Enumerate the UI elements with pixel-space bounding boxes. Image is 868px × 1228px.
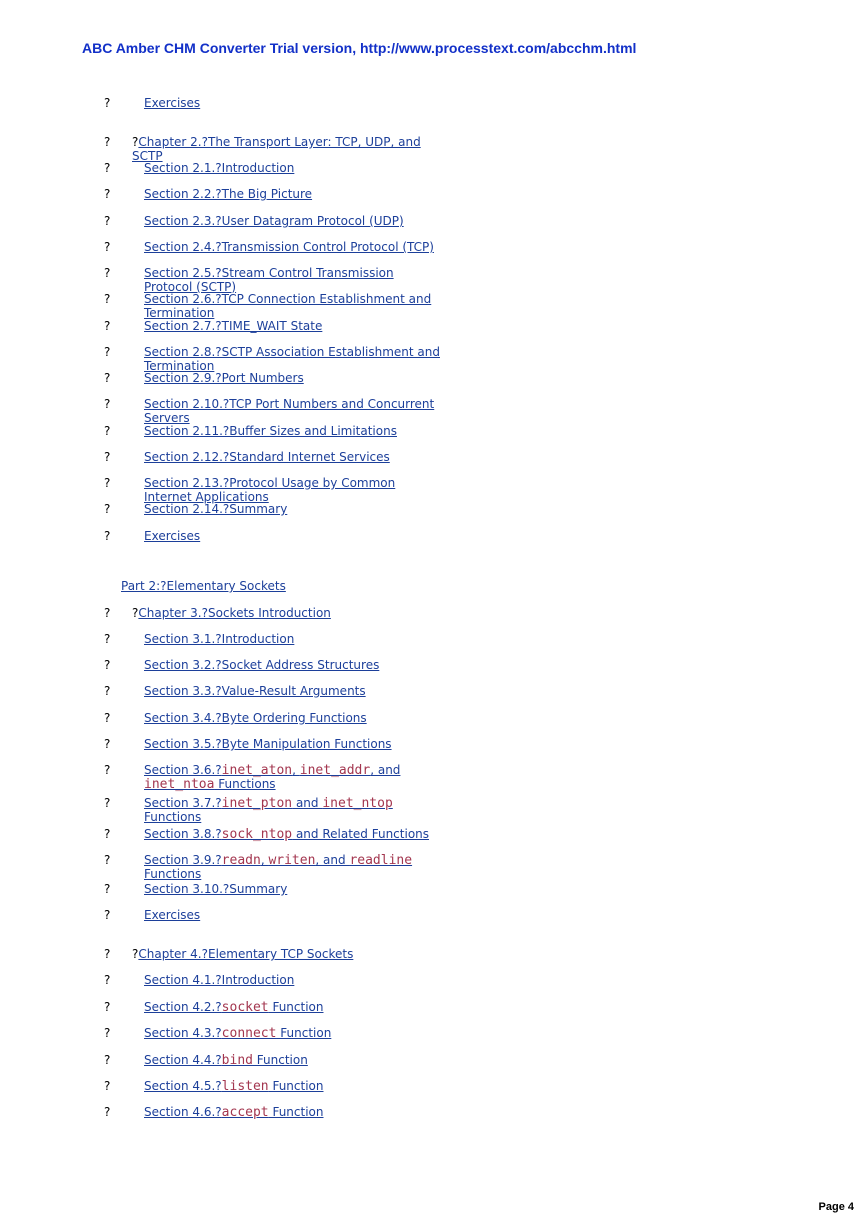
toc-link-text[interactable]: Chapter 3.?Sockets Introduction bbox=[138, 606, 331, 620]
toc-link-text[interactable]: Function bbox=[276, 1026, 332, 1040]
toc-link[interactable] bbox=[144, 267, 444, 294]
toc-link-text[interactable]: Section 2.8.?SCTP Association Establishment and Termination bbox=[144, 345, 440, 373]
toc-link-text[interactable]: Section 4.1.?Introduction bbox=[144, 973, 295, 987]
toc-link[interactable] bbox=[144, 97, 444, 111]
toc-link-text[interactable]: Section 3.2.?Socket Address Structures bbox=[144, 658, 380, 672]
bullet-marker: ? bbox=[104, 161, 111, 175]
bullet-marker: ? bbox=[104, 424, 111, 438]
toc-link[interactable] bbox=[144, 909, 444, 923]
toc-link-text[interactable]: Section 4.6.? bbox=[144, 1105, 222, 1119]
bullet-marker: ? bbox=[104, 319, 111, 333]
toc-link[interactable] bbox=[144, 477, 444, 504]
toc-link-text[interactable]: Exercises bbox=[144, 96, 201, 110]
bullet-marker: ? bbox=[104, 1053, 111, 1067]
toc-link-text[interactable]: Chapter 4.?Elementary TCP Sockets bbox=[138, 947, 354, 961]
toc-link[interactable] bbox=[144, 712, 444, 726]
function-name-code[interactable]: inet_ntoa bbox=[144, 776, 215, 792]
toc-link-text[interactable]: Function bbox=[268, 1079, 324, 1093]
bullet-marker: ? bbox=[104, 1079, 111, 1093]
bullet-marker: ? bbox=[104, 292, 111, 306]
toc-link[interactable] bbox=[144, 764, 444, 791]
toc-link[interactable] bbox=[144, 451, 444, 465]
bullet-marker: ? bbox=[104, 1105, 111, 1119]
function-name-code[interactable]: socket bbox=[221, 1000, 269, 1015]
toc-link-text[interactable]: , and bbox=[315, 853, 350, 867]
bullet-marker: ? bbox=[104, 214, 111, 228]
bullet-marker: ? bbox=[104, 345, 111, 359]
function-name-code[interactable]: inet_addr bbox=[299, 763, 371, 778]
function-name-code[interactable]: readline bbox=[349, 853, 413, 868]
toc-link-text[interactable]: Exercises bbox=[144, 908, 201, 922]
toc-link[interactable] bbox=[144, 854, 444, 881]
toc-link-text[interactable]: Section 4.4.? bbox=[144, 1053, 222, 1067]
function-name-code[interactable]: writen bbox=[268, 853, 316, 868]
toc-link-text[interactable]: Section 3.9.? bbox=[144, 853, 222, 867]
toc-link[interactable] bbox=[144, 1106, 444, 1120]
function-name-code[interactable]: inet_pton bbox=[221, 796, 293, 811]
bullet-marker: ? bbox=[104, 502, 111, 516]
bullet-marker: ? bbox=[104, 737, 111, 751]
bullet-marker: ? bbox=[104, 763, 111, 777]
toc-link-text[interactable]: Function bbox=[252, 1053, 308, 1067]
bullet-marker: ? bbox=[104, 827, 111, 841]
toc-link-text[interactable]: , bbox=[260, 853, 269, 867]
toc-link[interactable] bbox=[144, 685, 444, 699]
toc-link-text[interactable]: Section 2.14.?Summary bbox=[144, 502, 288, 516]
toc-link-text[interactable]: Exercises bbox=[144, 529, 201, 543]
toc-link[interactable] bbox=[144, 530, 444, 544]
toc-link[interactable] bbox=[144, 1080, 444, 1094]
function-name-code[interactable]: connect bbox=[221, 1026, 277, 1041]
toc-link-text[interactable]: Section 2.1.?Introduction bbox=[144, 161, 295, 175]
toc-link[interactable] bbox=[144, 974, 444, 988]
toc-link-text[interactable]: and Related Functions bbox=[292, 827, 430, 841]
toc-link-text[interactable]: Section 3.5.?Byte Manipulation Functions bbox=[144, 737, 392, 751]
bullet-marker: ? bbox=[104, 476, 111, 490]
prefix-glyph: ? bbox=[132, 606, 139, 620]
function-name-code[interactable]: inet_aton bbox=[221, 763, 293, 778]
toc-link[interactable] bbox=[144, 503, 444, 517]
toc-link[interactable] bbox=[144, 1001, 444, 1015]
toc-link-text[interactable]: Section 3.6.? bbox=[144, 763, 222, 777]
bullet-marker: ? bbox=[104, 882, 111, 896]
toc-link-text[interactable]: Section 2.10.?TCP Port Numbers and Concurrent Servers bbox=[144, 397, 435, 425]
toc-link[interactable] bbox=[144, 425, 444, 439]
toc-link-text[interactable]: Section 4.5.? bbox=[144, 1079, 222, 1093]
toc-link[interactable] bbox=[132, 607, 432, 621]
toc-link[interactable] bbox=[144, 1054, 444, 1068]
toc-link[interactable] bbox=[144, 188, 444, 202]
bullet-marker: ? bbox=[104, 684, 111, 698]
toc-link[interactable] bbox=[144, 293, 444, 320]
toc-link[interactable] bbox=[144, 398, 444, 425]
function-name-code[interactable]: accept bbox=[221, 1105, 269, 1120]
toc-link-text[interactable]: Section 2.7.?TIME_WAIT State bbox=[144, 319, 323, 333]
bullet-marker: ? bbox=[104, 96, 111, 110]
toc-link-text[interactable]: , bbox=[292, 763, 300, 777]
toc-link[interactable] bbox=[144, 633, 444, 647]
toc-link-text[interactable]: Functions bbox=[144, 866, 202, 881]
toc-link[interactable] bbox=[144, 320, 444, 334]
toc-link-text[interactable]: Section 2.3.?User Datagram Protocol (UDP) bbox=[144, 214, 404, 228]
toc-link-text[interactable]: Section 2.11.?Buffer Sizes and Limitations bbox=[144, 424, 397, 438]
toc-link-text[interactable]: Part 2:?Elementary Sockets bbox=[121, 579, 286, 593]
toc-link-text[interactable]: Function bbox=[268, 1000, 324, 1014]
bullet-marker: ? bbox=[104, 908, 111, 922]
toc-link-text[interactable]: Section 3.3.?Value-Result Arguments bbox=[144, 684, 366, 698]
bullet-marker: ? bbox=[104, 658, 111, 672]
toc-link[interactable] bbox=[144, 215, 444, 229]
function-name-code[interactable]: bind bbox=[221, 1053, 253, 1068]
toc-link-text[interactable]: Functions bbox=[214, 776, 276, 791]
function-name-code[interactable]: listen bbox=[221, 1079, 269, 1094]
toc-link-text[interactable]: Section 2.6.?TCP Connection Establishment and Termination bbox=[144, 292, 432, 320]
toc-link[interactable] bbox=[132, 136, 432, 163]
toc-link[interactable] bbox=[144, 828, 444, 842]
toc-link-text[interactable]: Section 3.4.?Byte Ordering Functions bbox=[144, 711, 367, 725]
toc-link-text[interactable]: Section 3.7.? bbox=[144, 796, 222, 810]
page-number: Page 4 bbox=[818, 1201, 854, 1213]
toc-link-text[interactable]: Section 2.4.?Transmission Control Protocol (TCP) bbox=[144, 240, 434, 254]
prefix-glyph: ? bbox=[132, 135, 139, 149]
toc-link-text[interactable]: Section 2.2.?The Big Picture bbox=[144, 187, 313, 201]
function-name-code[interactable]: sock_ntop bbox=[221, 827, 293, 842]
bullet-marker: ? bbox=[104, 853, 111, 867]
bullet-marker: ? bbox=[104, 450, 111, 464]
toc-link-text[interactable]: Functions bbox=[144, 809, 202, 824]
bullet-marker: ? bbox=[104, 1000, 111, 1014]
toc-link-text[interactable]: Section 2.13.?Protocol Usage by Common Internet Applications bbox=[144, 476, 396, 504]
bullet-marker: ? bbox=[104, 240, 111, 254]
toc-link[interactable] bbox=[144, 659, 444, 673]
toc-link[interactable] bbox=[144, 346, 444, 373]
bullet-marker: ? bbox=[104, 371, 111, 385]
bullet-marker: ? bbox=[104, 135, 111, 149]
toc-link-text[interactable]: Section 4.2.? bbox=[144, 1000, 222, 1014]
prefix-glyph: ? bbox=[132, 947, 139, 961]
toc-link[interactable] bbox=[144, 162, 444, 176]
toc-link[interactable] bbox=[121, 580, 421, 594]
bullet-marker: ? bbox=[104, 1026, 111, 1040]
bullet-marker: ? bbox=[104, 187, 111, 201]
toc-link-text[interactable]: and bbox=[292, 796, 323, 810]
bullet-marker: ? bbox=[104, 529, 111, 543]
bullet-marker: ? bbox=[104, 266, 111, 280]
bullet-marker: ? bbox=[104, 796, 111, 810]
bullet-marker: ? bbox=[104, 973, 111, 987]
toc-link[interactable] bbox=[144, 372, 444, 386]
toc-link-text[interactable]: Section 4.3.? bbox=[144, 1026, 222, 1040]
toc-link[interactable] bbox=[144, 241, 444, 255]
toc-link-text[interactable]: , and bbox=[370, 763, 401, 777]
toc-link[interactable] bbox=[144, 738, 444, 752]
function-name-code[interactable]: readn bbox=[221, 853, 261, 868]
bullet-marker: ? bbox=[104, 606, 111, 620]
toc-link-text[interactable]: Function bbox=[268, 1105, 324, 1119]
toc-link-text[interactable]: Section 3.1.?Introduction bbox=[144, 632, 295, 646]
bullet-marker: ? bbox=[104, 947, 111, 961]
bullet-marker: ? bbox=[104, 632, 111, 646]
bullet-marker: ? bbox=[104, 711, 111, 725]
toc-link[interactable] bbox=[144, 1027, 444, 1041]
toc-link-text[interactable]: Section 3.8.? bbox=[144, 827, 222, 841]
trial-banner: ABC Amber CHM Converter Trial version, http://www.processtext.com/abcchm.html bbox=[82, 40, 637, 56]
toc-link-text[interactable]: Section 2.5.?Stream Control Transmission Protocol (SCTP) bbox=[144, 266, 394, 294]
toc-link-text[interactable]: Section 2.9.?Port Numbers bbox=[144, 371, 304, 385]
toc-link[interactable] bbox=[144, 883, 444, 897]
function-name-code[interactable]: inet_ntop bbox=[322, 796, 393, 811]
toc-link-text[interactable]: Section 2.12.?Standard Internet Services bbox=[144, 450, 390, 464]
bullet-marker: ? bbox=[104, 397, 111, 411]
toc-link-text[interactable]: Section 3.10.?Summary bbox=[144, 882, 288, 896]
toc-link[interactable] bbox=[132, 948, 432, 962]
toc-link[interactable] bbox=[144, 797, 444, 824]
toc-link-text[interactable]: Chapter 2.?The Transport Layer: TCP, UDP, and SCTP bbox=[132, 135, 421, 163]
